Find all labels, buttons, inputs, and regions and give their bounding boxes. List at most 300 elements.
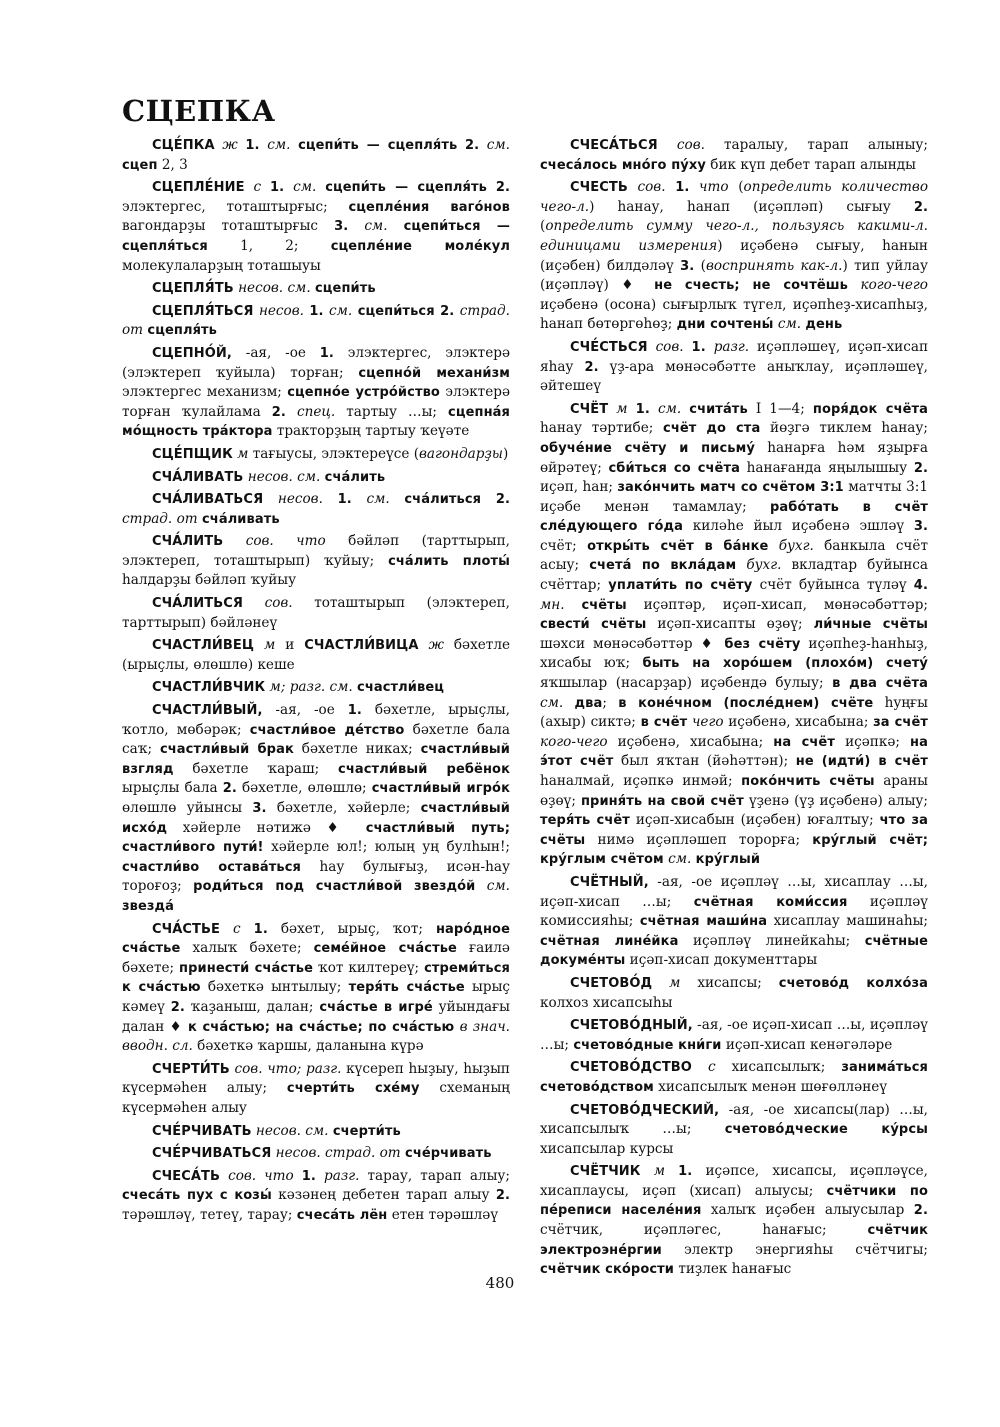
entry-italic-label: сов. — [234, 1060, 263, 1077]
page-number: 480 — [485, 1274, 515, 1292]
entry-text: һуңғы (ахыр) сиктә; — [540, 694, 928, 731]
entry-text: бәхетле, өлөшлө; — [236, 780, 372, 797]
entry-text: халыҡ иҫәбен алыусылар — [701, 1202, 914, 1219]
dictionary-entry — [122, 701, 510, 917]
entry-bold-term: обуче́ние счёту и письму́ — [540, 440, 755, 456]
entry-bold-term: счёт до ста — [663, 421, 761, 437]
entry-bold-term: уплати́ть по счёту — [608, 578, 753, 594]
entry-text: элэктергес механизм; — [122, 384, 288, 401]
entry-text: и — [275, 637, 305, 654]
entry-bold-term: сцепно́е устро́йство — [287, 385, 440, 401]
entry-text: иҫәпкә; — [835, 733, 911, 750]
dictionary-entry — [122, 594, 510, 633]
dictionary-entry — [122, 1122, 510, 1142]
entry-text: араны өҙөү; — [540, 773, 928, 809]
entry-italic-label: с — [233, 920, 241, 937]
entry-text — [388, 218, 404, 234]
entry-bold-term: СЧЕ́РЧИВАТЬ — [152, 1123, 252, 1139]
entry-bold-term: теря́ть сча́стье — [348, 980, 465, 996]
entry-text — [665, 1163, 678, 1179]
entry-bold-term: сцепи́ть — [314, 281, 376, 297]
entry-bold-term: сцепля́ть — [147, 323, 217, 339]
entry-italic-label: несов. — [277, 491, 323, 508]
entry-italic-label: см. — [364, 218, 388, 235]
entry-bold-term: счастли́вый брак — [159, 742, 294, 758]
entry-bold-term: счётчик электроэне́ргии — [540, 1223, 928, 1258]
entry-bold-term: счетово́дные кни́ги — [573, 1037, 722, 1053]
entry-text: ырыҫ кәмеү — [122, 979, 510, 1015]
entry-bold-term: что за счёты — [540, 813, 929, 848]
entry-text: иҫәп-хисапты өҙөү; — [646, 616, 814, 633]
entry-text: бәхет, ырыҫ, ҡот; — [267, 920, 436, 937]
entry-text: иҫәп-хисап кенәгәләре — [721, 1036, 893, 1053]
entry-bold-term: занима́ться счетово́дством — [540, 1060, 928, 1095]
dictionary-entry — [540, 1101, 928, 1160]
entry-text — [220, 921, 233, 937]
entry-text: вкладтар буйынса счёттар; — [540, 557, 929, 594]
entry-italic-label: определить количество чего-л. — [540, 179, 929, 215]
entry-bold-term: 1. — [691, 339, 706, 355]
entry-italic-label: от — [176, 510, 198, 527]
entry-italic-label: сов. — [676, 137, 705, 153]
entry-bold-term: в два счёта — [832, 676, 929, 692]
entry-bold-term: счётная коми́ссия — [693, 894, 848, 910]
entry-bold-term: на счёт — [773, 734, 835, 750]
entry-text: бәхетле, ырыҫлы, ҡотло, мөбәрәк; — [122, 702, 510, 738]
dictionary-entry — [122, 279, 510, 299]
entry-italic-label: сов. — [637, 179, 666, 196]
entry-bold-term: сцепи́ть — сцепля́ть — [298, 138, 458, 153]
entry-text: ) иҫәбенә сығыу, һанын (иҫәбен) билдәләү — [540, 237, 928, 274]
entry-text: колхоз хисапсыһы — [540, 994, 673, 1011]
entry-bold-term: СЧЁТ — [570, 401, 609, 417]
entry-bold-term: СЦЕПЛЯ́ТЬ — [152, 281, 234, 297]
entry-bold-term: СЧА́СТЬЕ — [152, 921, 221, 937]
entry-italic-label: с — [253, 179, 262, 196]
entry-bold-term: счётчик ско́рости — [540, 1262, 675, 1278]
entry-text: киләһе йыл иҫәбенә эшләү — [683, 518, 914, 535]
entry-text — [628, 401, 636, 417]
entry-italic-label: кого-чего — [860, 277, 928, 294]
entry-text: тарау, тарап алыу; — [359, 1167, 510, 1184]
entry-italic-label: см. — [329, 679, 353, 696]
entry-bold-term: сцепи́ть — сцепля́ть — [325, 180, 487, 196]
entry-italic-label: бухг. — [778, 537, 814, 554]
entry-text: күсереп һыҙыу, һыҙып күсермәһен алыу; — [122, 1060, 510, 1097]
entry-bold-term: счёты — [581, 597, 627, 613]
entry-bold-term: счастли́вое де́тство — [249, 722, 405, 738]
entry-bold-term: дни сочтены́ — [676, 317, 774, 333]
entry-bold-term: 2. — [913, 1203, 928, 1219]
entry-text: ғаилә бәхете; — [122, 940, 510, 976]
entry-bold-term: счастли́вый исхо́д — [122, 801, 510, 836]
dictionary-entry — [122, 636, 510, 675]
dictionary-entry — [540, 1162, 928, 1280]
entry-bold-term: приня́ть на свой счёт — [580, 793, 744, 809]
entry-italic-label: несов. — [247, 468, 293, 485]
entry-italic-label: см. — [329, 302, 353, 319]
entry-text — [243, 595, 265, 611]
entry-text — [479, 137, 487, 153]
entry-italic-label: см. — [657, 400, 682, 417]
entry-bold-term: ли́чные счёты — [813, 617, 928, 633]
entry-text — [254, 637, 264, 653]
entry-bold-term: счетово́д колхо́за — [778, 975, 928, 991]
entry-italic-label: см. — [293, 179, 317, 196]
entry-italic-label: см. — [366, 491, 390, 508]
entry-text — [666, 179, 676, 195]
entry-bold-term: СЧАСТЛИ́ВЫЙ, — [152, 703, 263, 719]
entry-text: тиҙлек һанағыс — [674, 1261, 792, 1278]
entry-bold-term: 2. — [222, 781, 237, 797]
entry-italic-label: воспринять как-л. — [705, 257, 843, 274]
entry-text: был яҡтан (йәһәттән); — [613, 753, 796, 770]
entry-bold-term: сча́литься — [404, 492, 482, 508]
entry-text — [294, 1168, 302, 1184]
entry-text: элэктерә торған ҡулайлама — [122, 384, 510, 420]
entry-text: I 1—4; — [747, 400, 813, 417]
right-column — [540, 136, 928, 1283]
entry-bold-term: 1. — [319, 345, 334, 361]
entry-text: иҫәпләү комиссияһы; — [540, 893, 928, 930]
entry-bold-term: СЧА́ЛИВАТЬ — [152, 469, 244, 485]
entry-bold-term: на э́тот счёт — [540, 734, 928, 770]
entry-text — [286, 404, 297, 420]
dictionary-entry — [540, 136, 928, 175]
entry-text: һанау тәртибе; — [540, 420, 664, 437]
entry-italic-label: см. — [297, 468, 321, 485]
entry-bold-term: 1. — [675, 180, 690, 196]
entry-text: өлөшлө уйынсы — [122, 800, 253, 816]
entry-bold-term: свести́ счёты — [540, 617, 647, 633]
entry-bold-term: счётчики по пе́реписи населе́ния — [540, 1183, 928, 1219]
entry-italic-label: спец. — [297, 403, 336, 420]
entry-bold-term: СЦЕПНО́Й, — [152, 345, 232, 361]
entry-text: хәйерле нәтижә ♦ — [167, 819, 366, 836]
entry-italic-label: в знач. вводн. сл. — [122, 1018, 511, 1055]
entry-bold-term: 3. — [334, 219, 349, 235]
entry-text: хисапсылар курсы — [540, 1140, 674, 1157]
entry-text: иҫәптәр, иҫәп-хисап, мөнәсәбәттәр; — [626, 596, 928, 613]
entry-text: счёт; — [540, 537, 588, 554]
entry-text: һанарға һәм яҙырға өйрәтеү; — [540, 439, 928, 476]
entry-bold-term: счерти́ть схе́му — [286, 1081, 420, 1097]
dictionary-entry — [122, 136, 510, 175]
entry-italic-label: что; — [267, 1060, 302, 1077]
entry-bold-term: СЧАСТЛИ́ВИЦА — [304, 638, 419, 654]
entry-text: 1, 2; — [207, 237, 331, 254]
entry-text: һау булығыҙ, исән-һау тороғоҙ; — [122, 858, 510, 895]
entry-italic-label: см. — [777, 316, 802, 333]
entry-italic-label: м — [237, 445, 249, 462]
entry-text — [352, 491, 367, 507]
entry-bold-term: сча́стье в игре́ — [319, 999, 433, 1015]
entry-italic-label: от — [379, 1145, 401, 1162]
entry-bold-term: СЧЕТОВО́Д — [570, 975, 653, 991]
entry-bold-term: 2. — [495, 1188, 511, 1204]
entry-bold-term: счерти́ть — [332, 1123, 401, 1139]
entry-text — [274, 533, 296, 549]
entry-bold-term: счета́ по вкла́дам — [589, 558, 737, 574]
entry-italic-label: м — [669, 974, 681, 991]
entry-bold-term: СЦЕ́ПКА — [152, 138, 215, 153]
entry-italic-label: см. — [668, 851, 692, 868]
entry-bold-term: 3. — [913, 519, 928, 535]
entry-bold-term: СЧЕ́СТЬСЯ — [570, 339, 648, 355]
dictionary-entry — [540, 338, 928, 397]
entry-italic-label: разг. — [289, 679, 326, 696]
entry-text — [316, 179, 325, 195]
entry-text — [457, 137, 465, 153]
entry-text: иҫәбенә, хисабына; — [723, 714, 874, 731]
dictionary-entry — [540, 400, 928, 870]
entry-bold-term: счастли́во остава́ться — [122, 859, 301, 875]
entry-italic-label: см. — [540, 694, 564, 711]
entry-bold-term: счита́ть — [689, 401, 748, 417]
entry-bold-term: сча́лить плоты́ — [388, 553, 510, 569]
entry-bold-term: стреми́ться к сча́стью — [122, 960, 510, 996]
entry-italic-label: м — [653, 1163, 665, 1180]
dictionary-entry — [122, 1144, 510, 1164]
entry-text — [348, 218, 364, 234]
entry-italic-label: см. — [486, 137, 511, 153]
entry-text: етен тәрәшләү — [387, 1206, 498, 1223]
dictionary-entry — [540, 1058, 928, 1097]
entry-italic-label: кого-чего — [540, 733, 608, 750]
entry-italic-label: сов. — [228, 1167, 257, 1184]
entry-bold-term: сцепле́ния ваго́нов — [348, 199, 510, 215]
entry-text: иҫәп-хисабын (иҫәбен) юғалтыу; — [629, 812, 880, 829]
entry-italic-label: см. — [287, 280, 311, 297]
entry-text: иҫәп-хисап документтары — [625, 952, 818, 969]
entry-text: хәйерле юл!; юлың уң булһын!; — [263, 839, 510, 856]
entry-text: счётчик, иҫәпләгес, һанағыс; — [540, 1222, 868, 1239]
entry-bold-term: 3. — [252, 801, 267, 816]
entry-italic-label: что — [296, 533, 326, 550]
entry-bold-term: 3. — [680, 258, 695, 274]
entry-bold-term: в счёт — [640, 715, 688, 731]
entry-bold-term: счеса́ть пух с козы́ — [122, 1188, 272, 1204]
entry-bold-term: сцепи́ться — [357, 303, 435, 319]
entry-bold-term: СЧЕСА́ТЬСЯ — [570, 138, 658, 153]
entry-text — [323, 491, 338, 507]
entry-bold-term: СЧЕТОВО́ДЧЕСКИЙ, — [570, 1102, 720, 1118]
entry-bold-term: счётная лине́йка — [540, 933, 679, 949]
entry-text — [628, 179, 638, 195]
entry-bold-term: сче́рчивать — [405, 1146, 492, 1162]
dictionary-entry — [540, 1016, 928, 1055]
entry-bold-term: счеса́лось мно́го пу́ху — [540, 157, 706, 173]
entry-text: һаналмай, иҫәпкә инмәй; — [540, 773, 742, 789]
entry-text: һалдарҙы бәйләп ҡуйыу — [122, 572, 297, 589]
entry-italic-label: разг. — [306, 1060, 342, 1077]
entry-bold-term: СЧЕТОВО́ДСТВО — [570, 1060, 692, 1076]
entry-text — [290, 137, 298, 153]
entry-bold-term: 2. — [913, 199, 928, 215]
entry-text: халыҡ бәхете; — [180, 940, 314, 957]
entry-text — [641, 1163, 654, 1179]
entry-text: иҫәпләшеү, иҫәп-хисап яһау — [540, 338, 929, 375]
entry-bold-term: откры́ть счёт в ба́нке — [587, 538, 769, 554]
entry-text: -ая, -ое — [231, 344, 320, 361]
entry-text: иҫәп, һан; — [540, 479, 618, 496]
entry-bold-term: кру́глый — [695, 852, 761, 868]
entry-bold-term: 2. — [584, 359, 599, 375]
entry-bold-term: СЧА́ЛИВАТЬСЯ — [152, 492, 264, 508]
entry-bold-term: быть на хоро́шем (плохо́м) счету́ — [642, 656, 929, 672]
entry-text: электр энергияһы счётчигы; — [661, 1241, 928, 1258]
entry-bold-term: счетово́дческие ку́рсы — [724, 1122, 928, 1138]
entry-text — [418, 637, 428, 653]
dictionary-entry — [122, 468, 510, 488]
entry-text: вагондарҙы тоташтырғыс — [122, 218, 335, 235]
entry-text: молекулаларҙың тоташыуы — [122, 257, 321, 274]
dictionary-entry — [122, 344, 510, 442]
entry-bold-term: поко́нчить счёты — [741, 774, 875, 789]
entry-bold-term: СЧЕРТИ́ТЬ — [152, 1061, 230, 1077]
entry-bold-term: 1. — [270, 180, 285, 196]
entry-text — [487, 179, 496, 195]
entry-text — [768, 538, 778, 554]
entry-text: шәхси мөнәсәбәттәр ♦ — [540, 635, 725, 652]
dictionary-entry — [122, 1167, 510, 1226]
entry-bold-term: сби́ться со счёта — [608, 460, 740, 476]
entry-text — [316, 1168, 324, 1184]
entry-text: яҡшылар (насарҙар) иҫәбендә булыу; — [540, 675, 833, 692]
entry-bold-term: в коне́чном (после́днем) счёте — [618, 695, 874, 711]
entry-text — [658, 137, 677, 153]
entry-italic-label: ж — [222, 137, 238, 153]
entry-italic-label: определить сумму чего-л., пользуясь какими-л. единицами измерения — [540, 218, 928, 254]
entry-italic-label: сов. — [264, 595, 293, 612]
entry-bold-term: сцепле́ние моле́кул — [330, 238, 510, 254]
entry-italic-label: бухг. — [746, 557, 782, 574]
entry-text: схеманың күсермәһен алыу — [122, 1080, 510, 1116]
entry-italic-label: ж — [428, 637, 444, 654]
entry-bold-term: кру́глый счёт; кру́глым счётом — [540, 832, 928, 868]
entry-bold-term: 4. — [913, 578, 928, 594]
entry-bold-term: 2. — [464, 138, 480, 153]
entry-italic-label: страд. — [459, 302, 510, 319]
entry-text — [256, 1168, 264, 1184]
entry-text — [689, 179, 699, 195]
left-column — [122, 136, 510, 1228]
entry-bold-term: счеса́ть лён — [296, 1207, 388, 1223]
entry-text — [684, 339, 692, 355]
entry-text: йөҙгә тиклем һанау; — [760, 420, 928, 437]
entry-text — [220, 1168, 228, 1184]
entry-bold-term: сцепна́я мо́щность тра́ктора — [122, 404, 510, 440]
entry-text: тартыу …ы; — [335, 403, 449, 420]
entry-bold-term: 1. — [245, 138, 260, 153]
entry-italic-label: разг. — [713, 338, 750, 355]
entry-text — [263, 491, 278, 507]
entry-bold-term: сча́ливать — [201, 511, 280, 527]
entry-bold-term: 1. — [337, 492, 352, 508]
dictionary-entry — [122, 532, 510, 591]
entry-text: ) һанау, һанап (иҫәпләп) сығыу — [589, 198, 914, 215]
entry-bold-term: сцепи́ться — сцепля́ться — [122, 219, 510, 254]
entry-text — [565, 597, 582, 613]
entry-italic-label: см. — [305, 1122, 329, 1139]
entry-bold-term: счастли́вый взгляд — [122, 742, 510, 777]
entry-text: -ая, -ое иҫәпләү …ы, хисаплау …ы, иҫәп-хисап …ы; — [540, 873, 928, 910]
entry-text: 2, 3 — [157, 156, 188, 173]
entry-text — [736, 557, 746, 573]
entry-bold-term: СЧА́ЛИТЬСЯ — [152, 596, 244, 612]
entry-text: үҙенә (үҙ иҫәбенә) алыу; — [743, 792, 928, 809]
entry-text: бик күп дебет тарап алынды — [705, 156, 916, 173]
entry-bold-term: 2. — [495, 492, 510, 508]
entry-italic-label: страд. — [122, 510, 173, 527]
entry-text: иҫәпләү линейкаһы; — [678, 932, 865, 949]
entry-bold-term: звезда́ — [122, 898, 175, 914]
entry-italic-label: м — [616, 400, 628, 417]
entry-text: ) тип уйлау (иҫәпләү) ♦ — [540, 257, 928, 294]
entry-bold-term: счастли́вец — [357, 680, 444, 696]
entry-bold-term: СЧЕТОВО́ДНЫЙ, — [570, 1018, 693, 1034]
entry-text: хисапсылыҡ; — [715, 1059, 842, 1076]
entry-text: иҫәбенә (осона) сығырлыҡ түгел, иҫәпһеҙ-хисапһыҙ, һанап бөтөргөһөҙ; — [540, 296, 928, 333]
entry-bold-term: не счесть; не сочтёшь — [654, 278, 848, 294]
dictionary-entry — [122, 1060, 510, 1119]
entry-text: хисапсы; — [680, 974, 779, 991]
entry-text: ҡот килтереү; — [313, 959, 425, 976]
entry-text: иҫәпсе, хисапсы, иҫәпләүсе, хисаплаусы, иҫәп (хисап) алыусы; — [540, 1163, 928, 1199]
entry-text — [475, 878, 486, 894]
entry-text — [390, 491, 405, 507]
entry-text: нимә иҫәпләшеп торорға; — [585, 831, 813, 848]
entry-bold-term: СЦЕ́ПЩИК — [152, 446, 233, 462]
entry-text: -ая, -ое — [262, 702, 348, 719]
entry-bold-term: сча́лить — [324, 469, 386, 485]
entry-bold-term: семе́йное сча́стье — [313, 941, 457, 957]
entry-text: тракторҙың тартыу ҡеүәте — [272, 423, 470, 440]
dictionary-entry — [540, 974, 928, 1013]
entry-text: элэктергес, элэктерә (элэктереп ҡуйыла) торған; — [122, 344, 510, 381]
entry-text: хисаплау машинаһы; — [767, 913, 928, 930]
entry-text: -ая, -ое иҫәп-хисап …ы, иҫәпләү …ы; — [540, 1017, 928, 1053]
entry-bold-term: СЧАСТЛИ́ВЕЦ — [152, 638, 255, 654]
entry-text: иҫәбенә, хисабына; — [607, 733, 774, 750]
entry-text — [652, 975, 669, 991]
entry-text: уйындағы далан ♦ — [122, 998, 510, 1035]
entry-text — [648, 339, 656, 355]
entry-bold-term: день — [805, 317, 843, 333]
entry-italic-label: страд. — [325, 1145, 376, 1162]
entry-text: таралыу, тарап алыныу; — [704, 137, 928, 153]
entry-bold-term: 1. — [347, 703, 362, 719]
dictionary-entry — [122, 302, 510, 341]
entry-text: иҫәпһеҙ-һанһыҙ, хисабы юҡ; — [540, 635, 928, 672]
entry-italic-label: сов. — [245, 533, 274, 550]
entry-bold-term: 1. — [678, 1164, 693, 1180]
entry-text — [284, 179, 293, 195]
entry-text: бәйләп (тарттырып, элэктереп, тоташтырып) ҡуйыу; — [122, 533, 510, 569]
entry-italic-label: см. — [267, 137, 291, 153]
entry-text — [241, 921, 254, 937]
entry-text: ҡаҙаныш, далан; — [184, 998, 320, 1015]
entry-text — [650, 401, 658, 417]
entry-italic-label: см. — [486, 878, 510, 895]
entry-text: бәхетле, хәйерле; — [266, 800, 421, 816]
entry-bold-term: за счёт — [873, 715, 929, 731]
entry-text: элэктергес, тоташтырғыс; — [122, 198, 349, 215]
entry-text: үҙ-ара мөнәсәбәтте аныҡлау, иҫәпләшеү, әйтешеү — [540, 358, 928, 395]
entry-italic-label: несов. — [275, 1145, 321, 1162]
dictionary-entry — [122, 920, 510, 1057]
entry-text: банкыла счёт асыу; — [540, 537, 928, 574]
